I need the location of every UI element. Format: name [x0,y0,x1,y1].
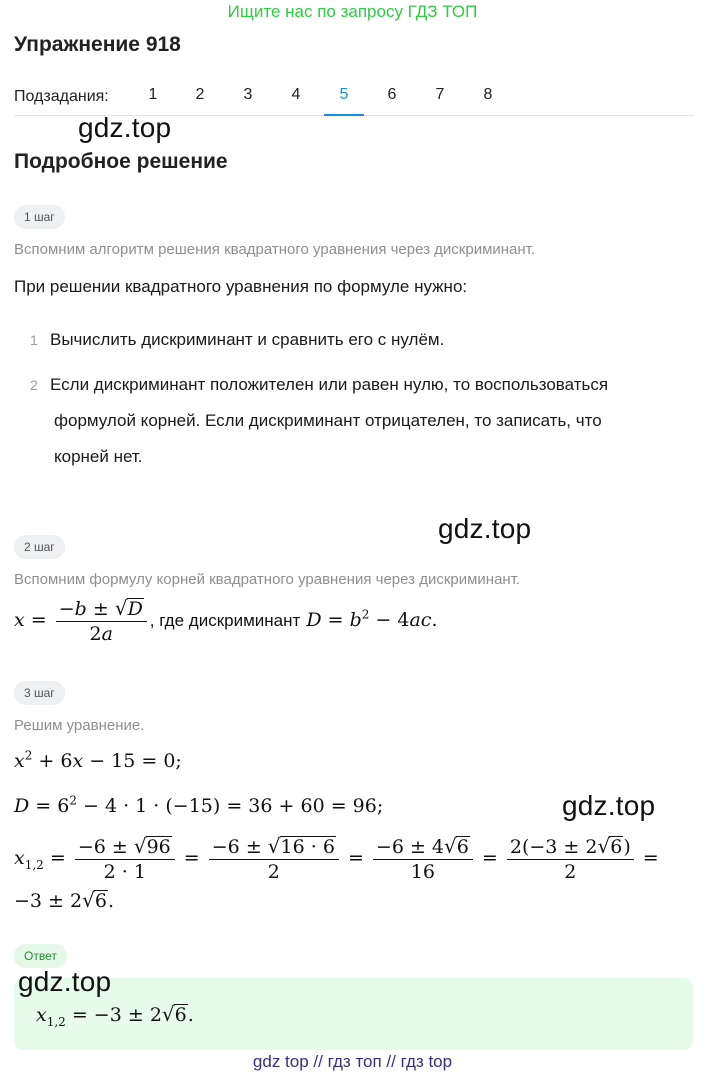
list-item-1: Вычислить дискриминант и сравнить его с нулём. [50,330,445,349]
subtask-tab-6[interactable]: 6 [387,86,397,103]
subtask-tab-8[interactable]: 8 [483,86,493,103]
list-number-2: 2 [30,377,38,393]
discriminant-formula: x = $\frac{-b \pm √D}{2a}$ , где дискриминант $D = b^2 - 4ac$. [14,596,438,645]
answer-badge: Ответ [14,944,67,968]
subtask-tab-4[interactable]: 4 [291,86,301,103]
footer-links[interactable]: gdz top // гдз топ // гдз top [252,1052,453,1071]
step-1-intro: При решении квадратного уравнения по формуле нужно: [14,277,468,296]
equation-line-3: $x_{1,2}$ = $\frac{-6 \pm √96}{2 \cdot 1}$ = $\frac{-6 \pm √16 \cdot 6}{2}$ = $\frac{-6 \pm 4√6}{16}$ = $\frac{2(-3 \pm 2√6)}{2}$ = [14,834,659,883]
step-badge-3: 3 шаг [14,681,65,705]
list-item-2-line-3: корней нет. [54,447,143,466]
equation-line-2: $D = 6^2 - 4 \cdot 1 \cdot (-15) = 36 + 60 = 96$; [14,793,384,817]
list-item-2-line-1: Если дискриминант положителен или равен нулю, то воспользоваться [50,375,609,394]
watermark: gdz.top [18,966,112,997]
step-1-hint: Вспомним алгоритм решения квадратного уравнения через дискриминант. [14,241,536,258]
equation-line-1: $x^2 + 6x - 15 = 0$; [14,748,182,772]
page-title: Упражнение 918 [14,33,181,56]
section-title: Подробное решение [14,150,228,173]
step-3-hint: Решим уравнение. [14,717,145,734]
formula-text: , где дискриминант [149,611,301,630]
step-2-hint: Вспомним формулу корней квадратного уравнения через дискриминант. [14,571,521,588]
subtask-tab-5[interactable]: 5 [324,86,364,116]
equation-line-4: −3 ± 2√6. [14,888,114,912]
list-item-2-line-2: формулой корней. Если дискриминант отрицателен, то записать, что [54,411,602,430]
subtask-tab-3[interactable]: 3 [243,86,253,103]
answer-box [14,978,693,1050]
watermark: gdz.top [78,112,172,143]
subtasks-label: Подзадания: [14,88,109,105]
answer-equation: $x_{1,2} = -3 \pm 2√6$. [36,1002,194,1029]
step-badge-2: 2 шаг [14,535,65,559]
list-number-1: 1 [30,332,38,348]
subtasks-nav [14,78,694,116]
subtask-tab-7[interactable]: 7 [435,86,445,103]
step-badge-1: 1 шаг [14,205,65,229]
watermark: gdz.top [438,513,532,544]
subtask-tab-1[interactable]: 1 [148,86,158,103]
watermark: gdz.top [562,790,656,821]
promo-banner[interactable]: Ищите нас по запросу ГДЗ ТОП [227,2,478,21]
subtask-tab-2[interactable]: 2 [195,86,205,103]
